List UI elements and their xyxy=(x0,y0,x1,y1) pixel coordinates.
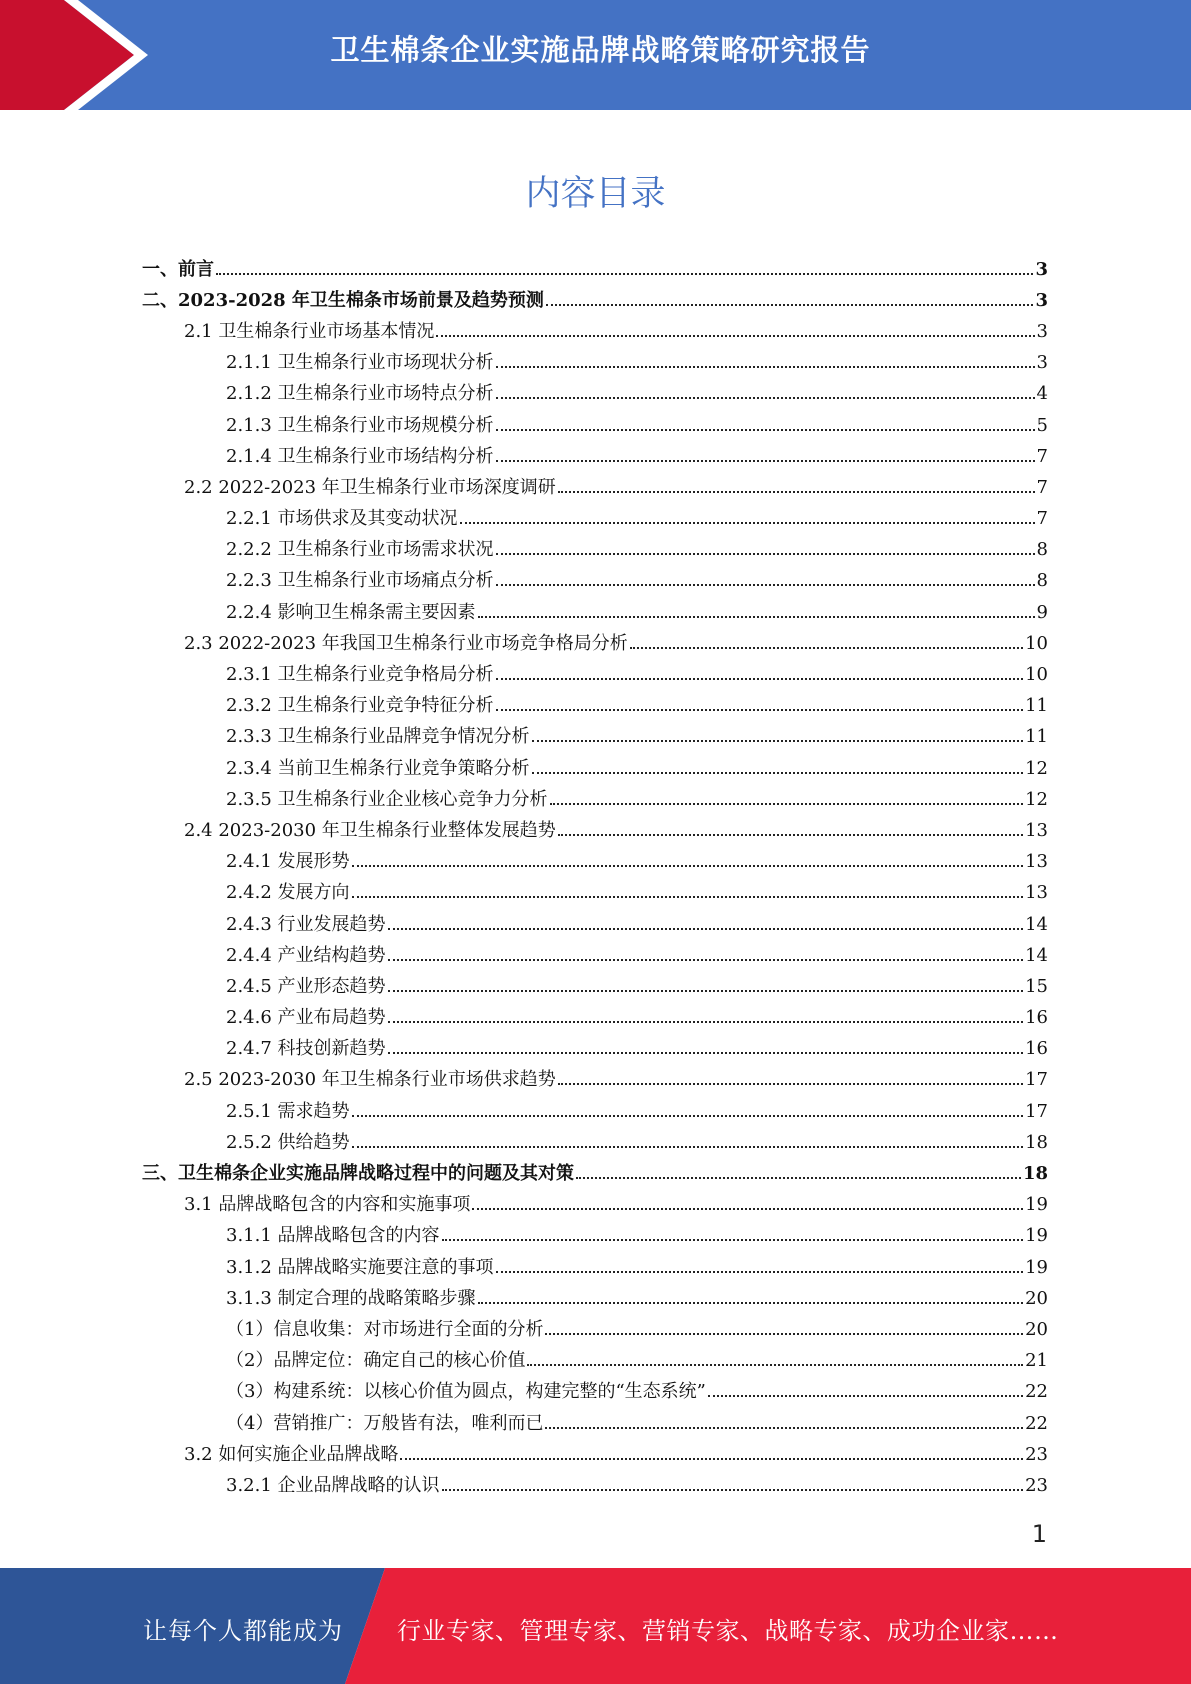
toc-entry-title: 2.5 2023-2030 年卫生棉条行业市场供求趋势 xyxy=(184,1069,556,1091)
dot-leader xyxy=(388,914,1024,930)
toc-entry-page: 11 xyxy=(1025,726,1048,748)
dot-leader xyxy=(550,789,1024,805)
toc-entry-page: 14 xyxy=(1025,913,1048,935)
dot-leader xyxy=(496,383,1035,399)
dot-leader xyxy=(558,820,1023,836)
toc-entry-title: 2.3.2 卫生棉条行业竞争特征分析 xyxy=(226,695,494,717)
toc-entry-title: 3.1.1 品牌战略包含的内容 xyxy=(226,1225,440,1247)
toc-entry-title: 2.3.1 卫生棉条行业竞争格局分析 xyxy=(226,664,494,686)
dot-leader xyxy=(496,415,1035,431)
toc-entry[interactable] xyxy=(142,971,1048,1002)
dot-leader xyxy=(496,446,1035,462)
dot-leader xyxy=(496,352,1035,368)
toc-entry-page: 3 xyxy=(1035,258,1048,280)
toc-entry-page: 12 xyxy=(1025,788,1048,810)
dot-leader xyxy=(532,726,1024,742)
toc-heading: 内容目录 xyxy=(525,174,666,214)
toc-entry-page: 11 xyxy=(1025,695,1048,717)
toc-entry-page: 22 xyxy=(1025,1381,1048,1403)
dot-leader xyxy=(545,1413,1023,1429)
toc-entry-page: 3 xyxy=(1035,289,1048,311)
toc-entry[interactable] xyxy=(142,1470,1048,1501)
toc-entry-page: 19 xyxy=(1025,1194,1048,1216)
toc-entry-page: 21 xyxy=(1025,1350,1048,1372)
toc-entry-page: 23 xyxy=(1025,1474,1048,1496)
toc-entry[interactable] xyxy=(142,597,1048,628)
dot-leader xyxy=(545,1319,1023,1335)
toc-entry[interactable] xyxy=(142,254,1048,285)
dot-leader xyxy=(388,945,1024,961)
toc-entry[interactable] xyxy=(142,1096,1048,1127)
report-title: 卫生棉条企业实施品牌战略策略研究报告 xyxy=(330,33,871,67)
toc-entry-page: 14 xyxy=(1025,944,1048,966)
toc-entry-title: 2.3.5 卫生棉条行业企业核心竞争力分析 xyxy=(226,788,548,810)
toc-entry-title: 3.1 品牌战略包含的内容和实施事项 xyxy=(184,1194,471,1216)
toc-entry[interactable] xyxy=(142,1190,1048,1221)
toc-entry[interactable] xyxy=(142,722,1048,753)
dot-leader xyxy=(442,1225,1024,1241)
toc-entry-title: （1）信息收集：对市场进行全面的分析 xyxy=(226,1318,544,1340)
toc-entry-page: 17 xyxy=(1025,1100,1048,1122)
footer-band xyxy=(0,1568,1191,1684)
toc-entry-page: 17 xyxy=(1025,1069,1048,1091)
dot-leader xyxy=(460,508,1035,524)
toc-entry-page: 8 xyxy=(1036,570,1048,592)
toc-entry[interactable] xyxy=(142,940,1048,971)
toc-entry-title: 2.2.2 卫生棉条行业市场需求状况 xyxy=(226,539,494,561)
toc-entry-page: 13 xyxy=(1025,851,1048,873)
toc-entry[interactable] xyxy=(142,878,1048,909)
toc-entry[interactable] xyxy=(142,784,1048,815)
toc-entry-title: 3.2 如何实施企业品牌战略 xyxy=(184,1443,399,1465)
dot-leader xyxy=(352,1101,1024,1117)
toc-entry-title: 2.2.1 市场供求及其变动状况 xyxy=(226,508,458,530)
toc-entry-page: 3 xyxy=(1036,352,1048,374)
toc-entry-title: 2.5.1 需求趋势 xyxy=(226,1100,350,1122)
toc-entry-title: 2.1.2 卫生棉条行业市场特点分析 xyxy=(226,383,494,405)
dot-leader xyxy=(352,1132,1024,1148)
toc-entry-title: 2.4.2 发展方向 xyxy=(226,882,350,904)
header-band xyxy=(0,0,1191,110)
toc-entry-title: 三、卫生棉条企业实施品牌战略过程中的问题及其对策 xyxy=(142,1163,574,1185)
dot-leader xyxy=(472,1194,1023,1210)
toc-entry[interactable] xyxy=(142,909,1048,940)
toc-entry-page: 20 xyxy=(1025,1318,1048,1340)
dot-leader xyxy=(478,1288,1024,1304)
dot-leader xyxy=(708,1381,1023,1397)
toc-entry[interactable] xyxy=(142,441,1048,472)
toc-entry-title: 2.4.5 产业形态趋势 xyxy=(226,975,386,997)
toc-entry-title: 2.3.3 卫生棉条行业品牌竞争情况分析 xyxy=(226,726,530,748)
toc-entry-title: 3.1.2 品牌战略实施要注意的事项 xyxy=(226,1256,494,1278)
dot-leader xyxy=(576,1163,1021,1179)
toc-entry-page: 15 xyxy=(1025,975,1048,997)
toc-entry-title: 2.1.4 卫生棉条行业市场结构分析 xyxy=(226,445,494,467)
toc-entry[interactable] xyxy=(142,1065,1048,1096)
toc-entry[interactable] xyxy=(142,1314,1048,1345)
dot-leader xyxy=(442,1475,1024,1491)
toc-entry-page: 18 xyxy=(1022,1163,1048,1185)
toc-entry[interactable] xyxy=(142,1377,1048,1408)
dot-leader xyxy=(558,477,1035,493)
toc-entry-title: （4）营销推广：万般皆有法，唯利而已 xyxy=(226,1412,544,1434)
page-number: 1 xyxy=(1031,1520,1047,1548)
toc-entry-page: 7 xyxy=(1036,476,1048,498)
toc-entry-title: 3.1.3 制定合理的战略策略步骤 xyxy=(226,1287,476,1309)
toc-entry-page: 18 xyxy=(1025,1131,1048,1153)
toc-entry-page: 5 xyxy=(1036,414,1048,436)
dot-leader xyxy=(496,570,1035,586)
toc-entry[interactable] xyxy=(142,379,1048,410)
dot-leader xyxy=(496,695,1024,711)
toc-entry[interactable] xyxy=(142,535,1048,566)
toc-entry-title: 2.1.1 卫生棉条行业市场现状分析 xyxy=(226,352,494,374)
toc-entry-page: 10 xyxy=(1025,632,1048,654)
toc-entry-page: 16 xyxy=(1025,1038,1048,1060)
toc-entry-title: 2.1 卫生棉条行业市场基本情况 xyxy=(184,320,435,342)
toc-entry-title: 2.4.7 科技创新趋势 xyxy=(226,1038,386,1060)
toc-entry-title: 一、前言 xyxy=(142,258,214,280)
toc-entry[interactable] xyxy=(142,753,1048,784)
dot-leader xyxy=(532,758,1024,774)
toc-entry-page: 13 xyxy=(1025,819,1048,841)
toc-entry-title: 2.3 2022-2023 年我国卫生棉条行业市场竞争格局分析 xyxy=(184,632,628,654)
toc-entry-title: 2.3.4 当前卫生棉条行业竞争策略分析 xyxy=(226,757,530,779)
toc-entry[interactable] xyxy=(142,1003,1048,1034)
toc-entry-page: 4 xyxy=(1036,383,1048,405)
footer-slogan-right: 行业专家、管理专家、营销专家、战略专家、成功企业家…… xyxy=(397,1617,1059,1645)
toc-entry-title: 2.2 2022-2023 年卫生棉条行业市场深度调研 xyxy=(184,476,556,498)
dot-leader xyxy=(388,1038,1024,1054)
dot-leader xyxy=(496,1257,1024,1273)
toc-entry-title: 2.5.2 供给趋势 xyxy=(226,1131,350,1153)
toc-entry[interactable] xyxy=(142,316,1048,347)
dot-leader xyxy=(388,976,1024,992)
dot-leader xyxy=(388,1007,1024,1023)
dot-leader xyxy=(352,851,1024,867)
toc-entry-page: 23 xyxy=(1025,1443,1048,1465)
dot-leader xyxy=(478,602,1035,618)
toc-entry-title: （2）品牌定位：确定自己的核心价值 xyxy=(226,1350,526,1372)
toc-entry-page: 22 xyxy=(1025,1412,1048,1434)
toc-entry-page: 20 xyxy=(1025,1287,1048,1309)
toc-entry[interactable] xyxy=(142,1034,1048,1065)
dot-leader xyxy=(496,539,1035,555)
table-of-contents xyxy=(142,254,1048,1502)
dot-leader xyxy=(352,882,1024,898)
toc-entry[interactable] xyxy=(142,566,1048,597)
toc-entry[interactable] xyxy=(142,1127,1048,1158)
toc-entry[interactable] xyxy=(142,1346,1048,1377)
toc-entry-page: 9 xyxy=(1036,601,1048,623)
toc-entry-page: 19 xyxy=(1025,1256,1048,1278)
toc-entry-title: 2.4.4 产业结构趋势 xyxy=(226,944,386,966)
toc-entry[interactable] xyxy=(142,472,1048,503)
dot-leader xyxy=(558,1069,1023,1085)
toc-entry-title: 2.1.3 卫生棉条行业市场规模分析 xyxy=(226,414,494,436)
toc-entry-title: 2.4.3 行业发展趋势 xyxy=(226,913,386,935)
toc-entry[interactable] xyxy=(142,285,1048,316)
toc-entry-page: 8 xyxy=(1036,539,1048,561)
toc-entry[interactable] xyxy=(142,628,1048,659)
dot-leader xyxy=(630,633,1023,649)
toc-entry[interactable] xyxy=(142,1221,1048,1252)
toc-entry[interactable] xyxy=(142,1158,1048,1189)
toc-entry[interactable] xyxy=(142,1252,1048,1283)
toc-entry-title: 2.2.3 卫生棉条行业市场痛点分析 xyxy=(226,570,494,592)
toc-entry-page: 7 xyxy=(1036,445,1048,467)
toc-entry-title: （3）构建系统：以核心价值为圆点，构建完整的“生态系统” xyxy=(226,1381,706,1403)
dot-leader xyxy=(400,1444,1023,1460)
toc-entry-page: 3 xyxy=(1036,320,1048,342)
toc-entry-page: 12 xyxy=(1025,757,1048,779)
toc-entry-title: 2.2.4 影响卫生棉条需主要因素 xyxy=(226,601,476,623)
toc-entry-title: 二、2023-2028 年卫生棉条市场前景及趋势预测 xyxy=(142,289,544,311)
toc-entry-page: 16 xyxy=(1025,1007,1048,1029)
toc-entry[interactable] xyxy=(142,410,1048,441)
toc-entry[interactable] xyxy=(142,847,1048,878)
toc-entry[interactable] xyxy=(142,1283,1048,1314)
toc-entry[interactable] xyxy=(142,348,1048,379)
dot-leader xyxy=(216,259,1033,275)
toc-entry-title: 2.4.1 发展形势 xyxy=(226,851,350,873)
toc-entry[interactable] xyxy=(142,659,1048,690)
toc-entry-page: 19 xyxy=(1025,1225,1048,1247)
dot-leader xyxy=(527,1350,1023,1366)
toc-entry[interactable] xyxy=(142,691,1048,722)
toc-entry[interactable] xyxy=(142,1408,1048,1439)
toc-entry-title: 2.4.6 产业布局趋势 xyxy=(226,1007,386,1029)
dot-leader xyxy=(546,290,1034,306)
footer-slogan-left: 让每个人都能成为 xyxy=(143,1617,343,1645)
toc-entry-page: 10 xyxy=(1025,664,1048,686)
toc-entry-title: 2.4 2023-2030 年卫生棉条行业整体发展趋势 xyxy=(184,819,556,841)
toc-entry[interactable] xyxy=(142,504,1048,535)
dot-leader xyxy=(496,664,1024,680)
toc-entry[interactable] xyxy=(142,1439,1048,1470)
toc-entry-title: 3.2.1 企业品牌战略的认识 xyxy=(226,1474,440,1496)
toc-entry[interactable] xyxy=(142,815,1048,846)
toc-entry-page: 13 xyxy=(1025,882,1048,904)
dot-leader xyxy=(436,321,1034,337)
toc-entry-page: 7 xyxy=(1036,508,1048,530)
